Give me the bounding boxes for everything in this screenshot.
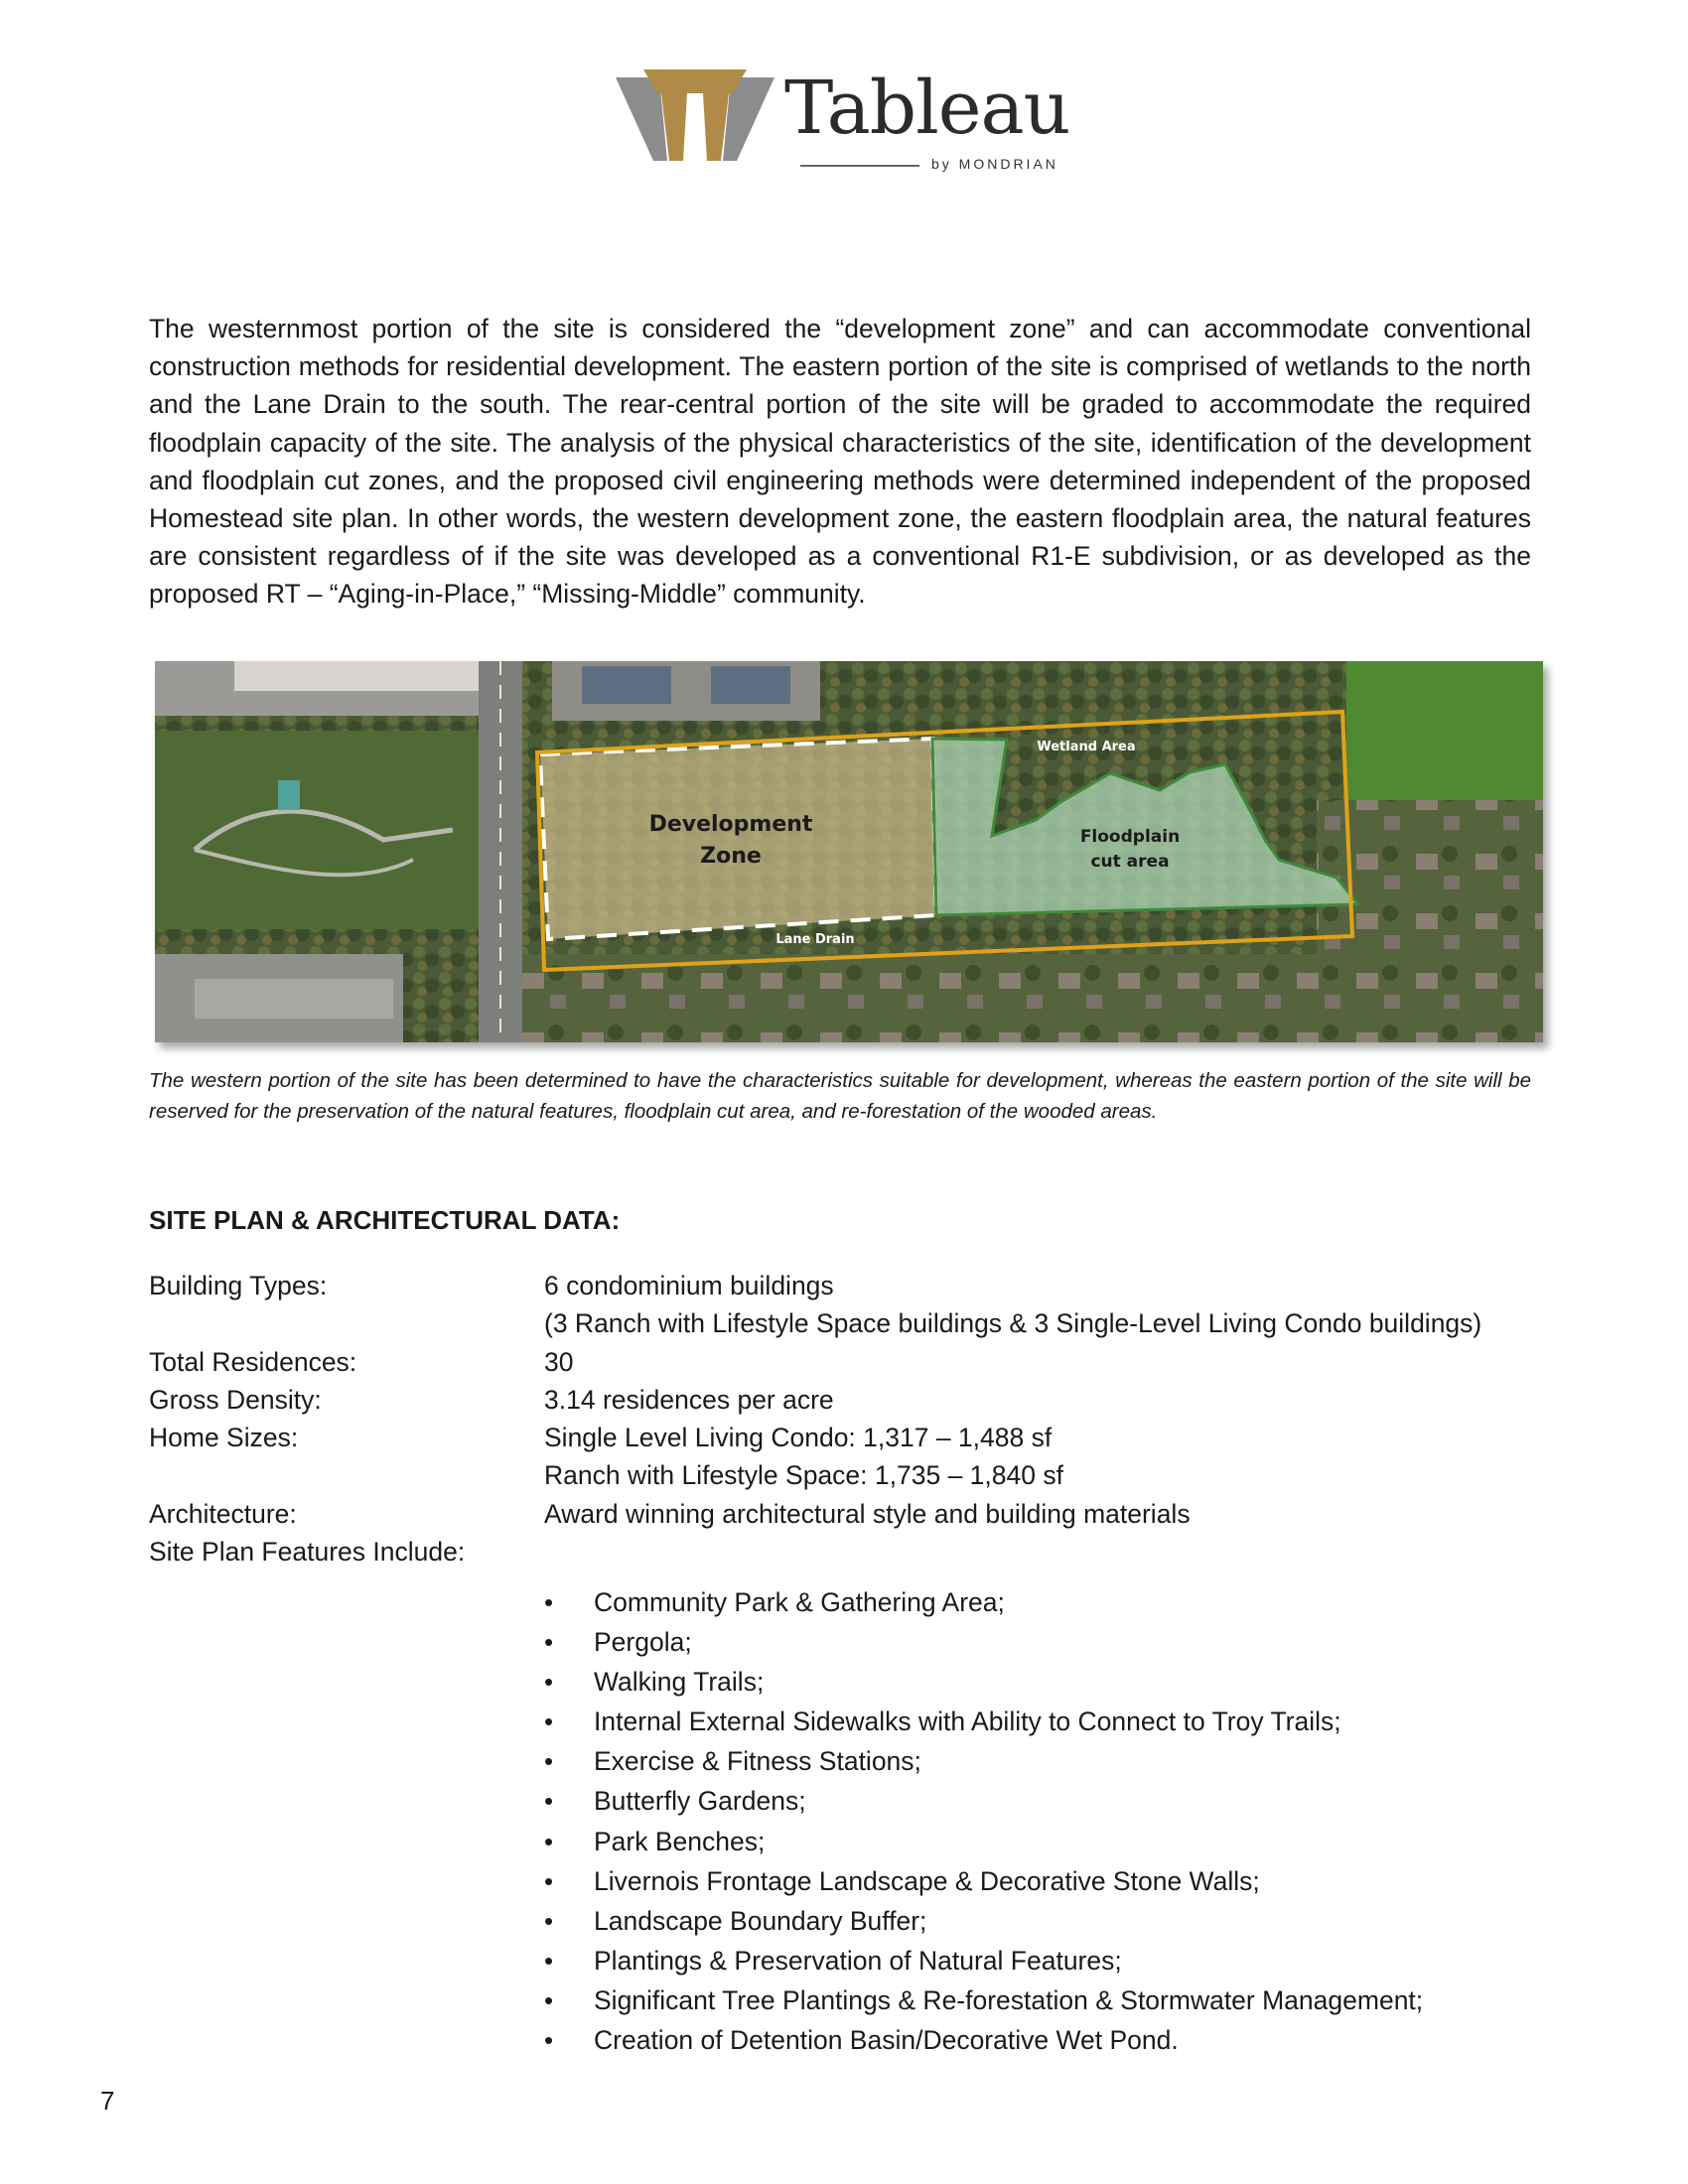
bullet-icon: • — [544, 1587, 554, 1617]
spec-value: Single Level Living Condo: 1,317 – 1,488 sf — [544, 1423, 1053, 1452]
features-list — [544, 1582, 1423, 2060]
feature-text: Landscape Boundary Buffer; — [594, 1905, 927, 1936]
spec-label: Site Plan Features Include: — [149, 1537, 466, 1567]
lane-drain-label: Lane Drain — [775, 932, 855, 947]
floodplain-label-line1: Floodplain — [1079, 827, 1181, 847]
spec-value: 30 — [544, 1347, 574, 1377]
list-item — [544, 1980, 1423, 2020]
list-item — [544, 1582, 1423, 1622]
logo-divider — [800, 165, 919, 167]
spec-label: Gross Density: — [149, 1385, 322, 1415]
bullet-icon: • — [544, 2025, 554, 2056]
spec-label: Total Residences: — [149, 1347, 357, 1377]
bullet-icon: • — [544, 1945, 554, 1976]
development-zone-label-line1: Development — [648, 812, 813, 837]
list-item — [544, 2020, 1423, 2060]
page-number: 7 — [100, 2086, 115, 2116]
list-item — [544, 1901, 1423, 1941]
spec-value: Ranch with Lifestyle Space: 1,735 – 1,840 sf — [544, 1460, 1063, 1490]
section-title: SITE PLAN & ARCHITECTURAL DATA: — [149, 1205, 621, 1235]
wetland-area-label: Wetland Area — [1037, 740, 1136, 754]
feature-text: Walking Trails; — [594, 1667, 765, 1698]
list-item — [544, 1822, 1423, 1861]
logo-mark-icon — [616, 69, 774, 169]
logo-wordmark: Tableau — [784, 66, 1070, 151]
feature-text: Plantings & Preservation of Natural Features; — [594, 1945, 1122, 1976]
bullet-icon: • — [544, 1786, 554, 1817]
spec-value: 3.14 residences per acre — [544, 1385, 834, 1415]
bullet-icon: • — [544, 1865, 554, 1896]
spec-label: Architecture: — [149, 1499, 297, 1529]
intro-paragraph: The westernmost portion of the site is considered the “development zone” and can accommodate conventional construction methods for residential development. The eastern portion of the site is comprised of wetlands to the north and the Lane Drain to the south. The rear-central portion of the site will be graded to accommodate the required floodplain capacity of the site. The analysis of the physical characteristics of the site, identification of the development and floodplain cut zones, and the proposed civil engineering methods were determined independent of the proposed Homestead site plan. In other words, the western development zone, the eastern floodplain area, the natural features are consistent regardless of if the site was developed as a conventional R1-E subdivision, or as developed as the proposed RT – “Aging-in-Place,” “Missing-Middle” community. — [149, 314, 1531, 610]
feature-text: Creation of Detention Basin/Decorative Wet Pond. — [594, 2025, 1179, 2056]
map-caption: The western portion of the site has been determined to have the characteristics suitable for development, whereas the eastern portion of the site will be reserved for the preservation of the natural features, floodplain cut area, and re-forestation of the wooded areas. — [149, 1069, 1531, 1123]
bullet-icon: • — [544, 1984, 554, 2015]
feature-text: Internal External Sidewalks with Ability to Connect to Troy Trails; — [594, 1706, 1341, 1737]
site-aerial-map — [155, 661, 1543, 1042]
feature-text: Pergola; — [594, 1627, 692, 1658]
bullet-icon: • — [544, 1826, 554, 1856]
floodplain-label-line2: cut area — [1090, 852, 1170, 872]
feature-text: Park Benches; — [594, 1826, 766, 1856]
list-item — [544, 1781, 1423, 1821]
bullet-icon: • — [544, 1905, 554, 1936]
feature-text: Butterfly Gardens; — [594, 1786, 806, 1817]
tableau-logo — [616, 62, 1072, 191]
logo-subtitle: by MONDRIAN — [931, 156, 1058, 172]
bullet-icon: • — [544, 1746, 554, 1777]
bullet-icon: • — [544, 1667, 554, 1698]
list-item — [544, 1861, 1423, 1901]
feature-text: Livernois Frontage Landscape & Decorative Stone Walls; — [594, 1865, 1260, 1896]
list-item — [544, 1662, 1423, 1702]
spec-value: 6 condominium buildings — [544, 1271, 834, 1300]
spec-label: Building Types: — [149, 1271, 328, 1300]
spec-label: Home Sizes: — [149, 1423, 299, 1452]
bullet-icon: • — [544, 1706, 554, 1737]
feature-text: Significant Tree Plantings & Re-forestation & Stormwater Management; — [594, 1984, 1424, 2015]
feature-text: Community Park & Gathering Area; — [594, 1587, 1005, 1617]
development-zone-label-line2: Zone — [700, 844, 762, 869]
list-item — [544, 1702, 1423, 1741]
spec-value: (3 Ranch with Lifestyle Space buildings & 3 Single-Level Living Condo buildings) — [544, 1308, 1482, 1338]
list-item — [544, 1741, 1423, 1781]
feature-text: Exercise & Fitness Stations; — [594, 1746, 921, 1777]
bullet-icon: • — [544, 1627, 554, 1658]
spec-value: Award winning architectural style and building materials — [544, 1499, 1191, 1529]
list-item — [544, 1622, 1423, 1662]
list-item — [544, 1941, 1423, 1980]
